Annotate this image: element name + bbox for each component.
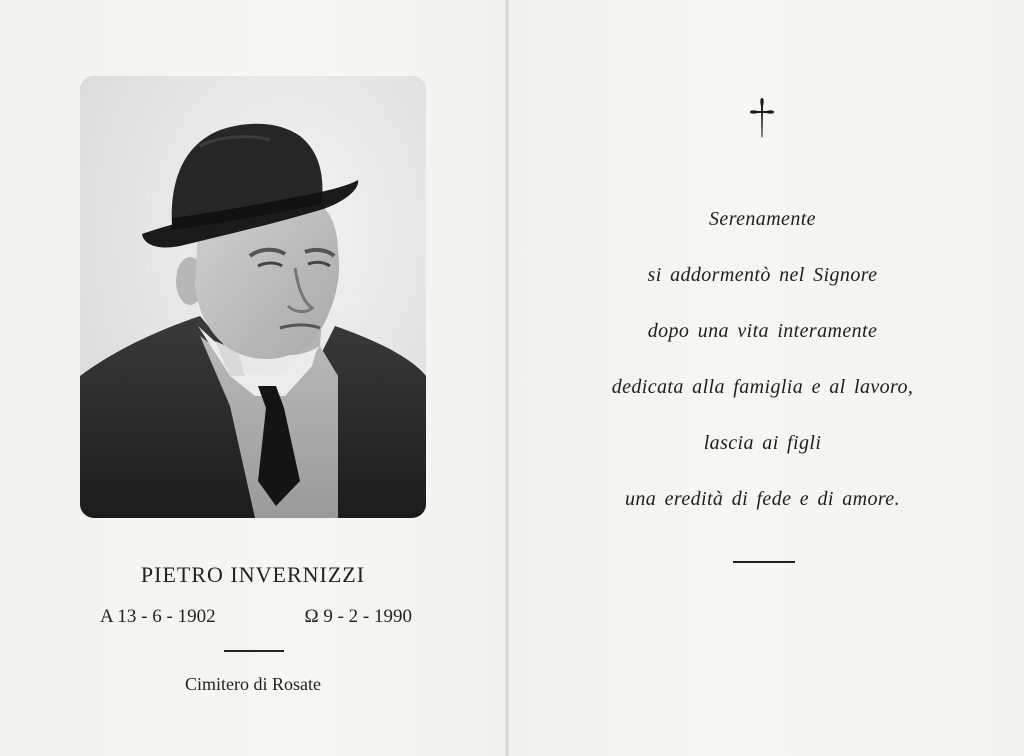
verse-line-4: dedicata alla famiglia e al lavoro, (611, 376, 914, 398)
verse-line-6: una eredità di fede e di amore. (625, 488, 900, 510)
cross-icon (748, 96, 776, 140)
cemetery-label: Cimitero di Rosate (185, 674, 321, 694)
portrait-photo (80, 76, 426, 518)
divider (224, 650, 284, 652)
man-portrait-illustration (80, 76, 426, 518)
death-date: Ω 9 - 2 - 1990 (304, 606, 412, 627)
birth-date: A 13 - 6 - 1902 (100, 606, 216, 627)
divider (733, 561, 795, 563)
deceased-name: PIETRO INVERNIZZI (140, 562, 366, 587)
left-page (0, 0, 506, 756)
verse-line-3: dopo una vita interamente (647, 320, 878, 342)
verse-line-5: lascia ai figli (703, 432, 822, 454)
verse-line-2: si addormentò nel Signore (647, 264, 878, 286)
verse-line-1: Serenamente (709, 208, 816, 230)
